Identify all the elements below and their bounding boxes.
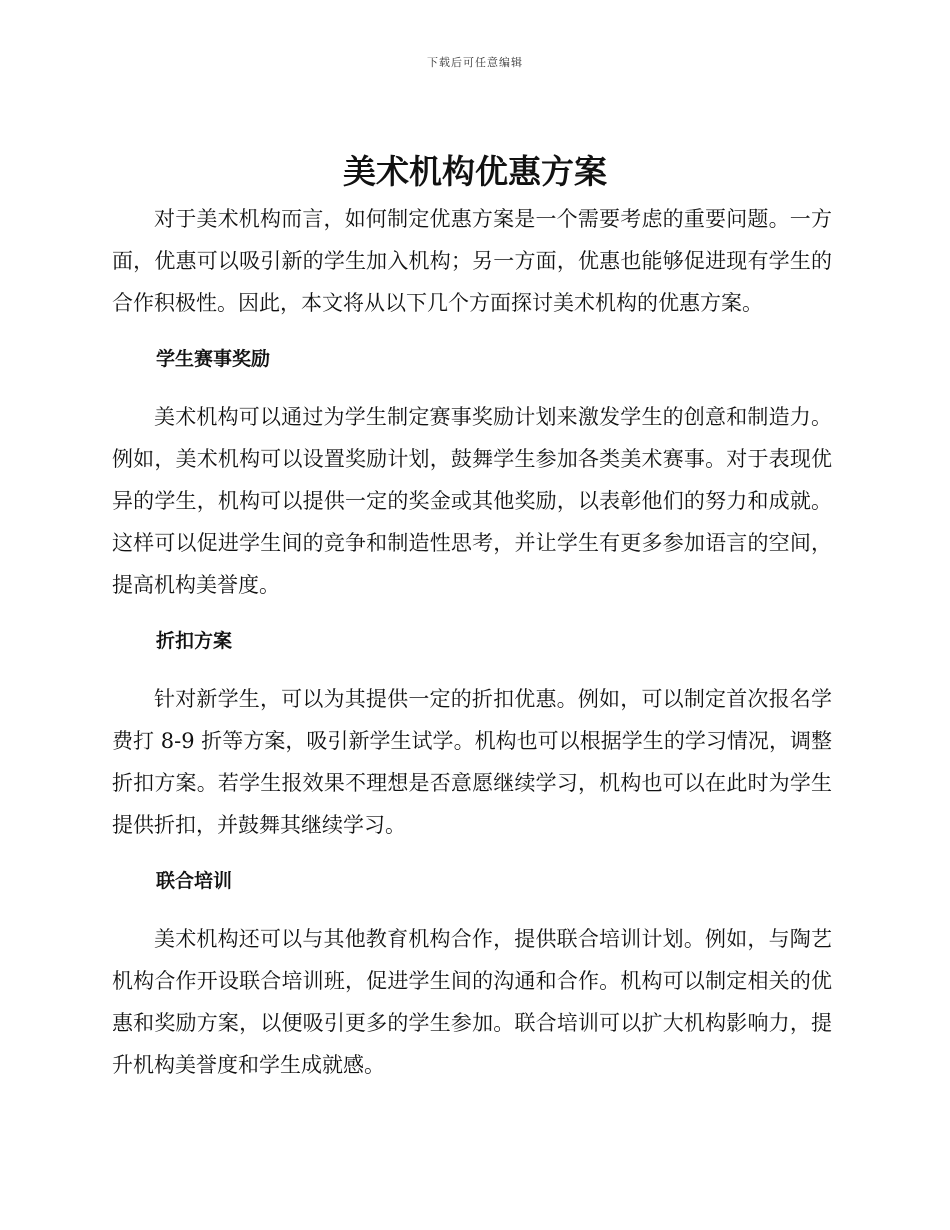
document-body — [112, 198, 832, 1100]
header-note: 下载后可任意编辑 — [427, 56, 523, 69]
section-heading-competition-rewards: 学生赛事奖励 — [156, 348, 271, 370]
section-heading-discount-plan: 折扣方案 — [156, 630, 233, 652]
section-paragraph-joint-training: 美术机构还可以与其他教育机构合作，提供联合培训计划。例如，与陶艺机构合作开设联合培训班，促进学生间的沟通和合作。机构可以制定相关的优惠和奖励方案，以便吸引更多的学生参加。联合培训可以扩大机构影响力，提升机构美誉度和学生成就感。 — [112, 927, 832, 1077]
section-heading-joint-training: 联合培训 — [156, 870, 233, 892]
section-paragraph-discount-plan: 针对新学生，可以为其提供一定的折扣优惠。例如，可以制定首次报名学费打 8-9 折等方案，吸引新学生试学。机构也可以根据学生的学习情况，调整折扣方案。若学生报效果不理想是否意愿继续学习，机构也可以在此时为学生提供折扣，并鼓舞其继续学习。 — [112, 687, 832, 837]
section-paragraph-competition-rewards: 美术机构可以通过为学生制定赛事奖励计划来激发学生的创意和制造力。例如，美术机构可以设置奖励计划，鼓舞学生参加各类美术赛事。对于表现优异的学生，机构可以提供一定的奖金或其他奖励，以表彰他们的努力和成就。这样可以促进学生间的竞争和制造性思考，并让学生有更多参加语言的空间，提高机构美誉度。 — [112, 405, 832, 597]
intro-paragraph: 对于美术机构而言，如何制定优惠方案是一个需要考虑的重要问题。一方面，优惠可以吸引新的学生加入机构；另一方面，优惠也能够促进现有学生的合作积极性。因此，本文将从以下几个方面探讨美术机构的优惠方案。 — [112, 207, 832, 315]
document-title: 美术机构优惠方案 — [343, 152, 607, 191]
